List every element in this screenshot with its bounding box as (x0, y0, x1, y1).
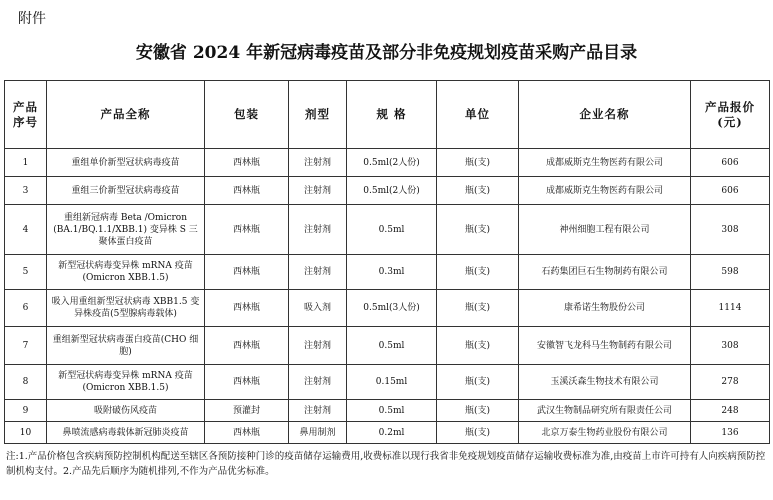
cell-price: 598 (691, 255, 770, 290)
cell-price: 1114 (691, 290, 770, 327)
table-row (5, 365, 770, 400)
header-price (691, 81, 770, 149)
cell-name: 重组单价新型冠状病毒疫苗 (47, 149, 205, 177)
cell-name: 重组新型冠状病毒蛋白疫苗(CHO 细胞) (47, 327, 205, 365)
cell-package: 西林瓶 (205, 290, 289, 327)
cell-price: 308 (691, 205, 770, 255)
footnote: 注:1.产品价格包含疾病预防控制机构配送至辖区各预防接种门诊的疫苗储存运输费用,收费标准以现行我省非免疫规划疫苗储存运输收费标准为准,由疫苗上市许可持有人向疾病预防控制机构支付。2.产品先后顺序为随机排列,不作为产品优劣标准。 (6, 451, 766, 477)
table-row (5, 290, 770, 327)
cell-unit: 瓶(支) (437, 177, 519, 205)
cell-seq: 4 (5, 205, 47, 255)
cell-spec: 0.3ml (347, 255, 437, 290)
table-row (5, 149, 770, 177)
cell-unit: 瓶(支) (437, 149, 519, 177)
cell-company: 康希诺生物股份公司 (519, 290, 691, 327)
cell-seq: 5 (5, 255, 47, 290)
cell-company: 安徽智飞龙科马生物制药有限公司 (519, 327, 691, 365)
cell-price: 308 (691, 327, 770, 365)
header-spec: 规 格 (347, 81, 437, 149)
cell-company: 玉溪沃森生物技术有限公司 (519, 365, 691, 400)
header-seq (5, 81, 47, 149)
cell-dosage: 注射剂 (289, 400, 347, 422)
table-row (5, 205, 770, 255)
cell-price: 606 (691, 149, 770, 177)
table-row (5, 255, 770, 290)
cell-unit: 瓶(支) (437, 365, 519, 400)
header-seq-line2: 序号 (13, 114, 38, 129)
table-header-row (5, 81, 770, 149)
cell-name: 新型冠状病毒变异株 mRNA 疫苗 (Omicron XBB.1.5) (47, 365, 205, 400)
cell-seq: 3 (5, 177, 47, 205)
cell-seq: 8 (5, 365, 47, 400)
cell-dosage: 注射剂 (289, 255, 347, 290)
cell-price: 248 (691, 400, 770, 422)
header-fullname: 产品全称 (47, 81, 205, 149)
table-row (5, 422, 770, 444)
header-seq-line1: 产品 (13, 99, 38, 114)
cell-seq: 10 (5, 422, 47, 444)
cell-unit: 瓶(支) (437, 255, 519, 290)
header-company: 企业名称 (519, 81, 691, 149)
cell-unit: 瓶(支) (437, 327, 519, 365)
cell-name: 重组新冠病毒 Beta /Omicron (BA.1/BQ.1.1/XBB.1) 变异株 S 三聚体蛋白疫苗 (47, 205, 205, 255)
cell-spec: 0.5ml (347, 400, 437, 422)
cell-unit: 瓶(支) (437, 422, 519, 444)
attachment-label: 附件 (18, 11, 46, 27)
cell-package: 西林瓶 (205, 365, 289, 400)
cell-unit: 瓶(支) (437, 205, 519, 255)
cell-name: 重组三价新型冠状病毒疫苗 (47, 177, 205, 205)
table-row (5, 177, 770, 205)
cell-dosage: 注射剂 (289, 149, 347, 177)
cell-spec: 0.15ml (347, 365, 437, 400)
page-title: 安徽省 2024 年新冠病毒疫苗及部分非免疫规划疫苗采购产品目录 (135, 43, 638, 63)
cell-spec: 0.5ml(2人份) (347, 177, 437, 205)
cell-unit: 瓶(支) (437, 290, 519, 327)
cell-package: 预灌封 (205, 400, 289, 422)
cell-name: 新型冠状病毒变异株 mRNA 疫苗 (Omicron XBB.1.5) (47, 255, 205, 290)
cell-company: 武汉生物制品研究所有限责任公司 (519, 400, 691, 422)
cell-price: 278 (691, 365, 770, 400)
cell-spec: 0.5ml (347, 327, 437, 365)
cell-name: 吸入用重组新型冠状病毒 XBB1.5 变异株疫苗(5型腺病毒载体) (47, 290, 205, 327)
cell-dosage: 注射剂 (289, 177, 347, 205)
product-table (4, 80, 770, 444)
cell-dosage: 鼻用制剂 (289, 422, 347, 444)
cell-dosage: 注射剂 (289, 365, 347, 400)
cell-spec: 0.2ml (347, 422, 437, 444)
cell-price: 606 (691, 177, 770, 205)
cell-package: 西林瓶 (205, 177, 289, 205)
cell-company: 成都威斯克生物医药有限公司 (519, 177, 691, 205)
cell-name: 吸附破伤风疫苗 (47, 400, 205, 422)
cell-name: 鼻喷流感病毒载体新冠肺炎疫苗 (47, 422, 205, 444)
cell-spec: 0.5ml(2人份) (347, 149, 437, 177)
cell-seq: 9 (5, 400, 47, 422)
header-dosage: 剂型 (289, 81, 347, 149)
cell-seq: 7 (5, 327, 47, 365)
cell-spec: 0.5ml (347, 205, 437, 255)
cell-company: 成都威斯克生物医药有限公司 (519, 149, 691, 177)
cell-package: 西林瓶 (205, 255, 289, 290)
header-price-line1: 产品报价 (705, 99, 755, 114)
cell-seq: 1 (5, 149, 47, 177)
cell-spec: 0.5ml(3人份) (347, 290, 437, 327)
cell-package: 西林瓶 (205, 327, 289, 365)
cell-package: 西林瓶 (205, 149, 289, 177)
cell-package: 西林瓶 (205, 205, 289, 255)
cell-dosage: 吸入剂 (289, 290, 347, 327)
cell-seq: 6 (5, 290, 47, 327)
cell-package: 西林瓶 (205, 422, 289, 444)
cell-dosage: 注射剂 (289, 205, 347, 255)
header-package: 包装 (205, 81, 289, 149)
cell-company: 神州细胞工程有限公司 (519, 205, 691, 255)
cell-price: 136 (691, 422, 770, 444)
table-row (5, 400, 770, 422)
header-price-line2: (元) (717, 114, 743, 129)
cell-company: 石药集团巨石生物制药有限公司 (519, 255, 691, 290)
cell-unit: 瓶(支) (437, 400, 519, 422)
cell-company: 北京万泰生物药业股份有限公司 (519, 422, 691, 444)
cell-dosage: 注射剂 (289, 327, 347, 365)
table-row (5, 327, 770, 365)
header-unit: 单位 (437, 81, 519, 149)
